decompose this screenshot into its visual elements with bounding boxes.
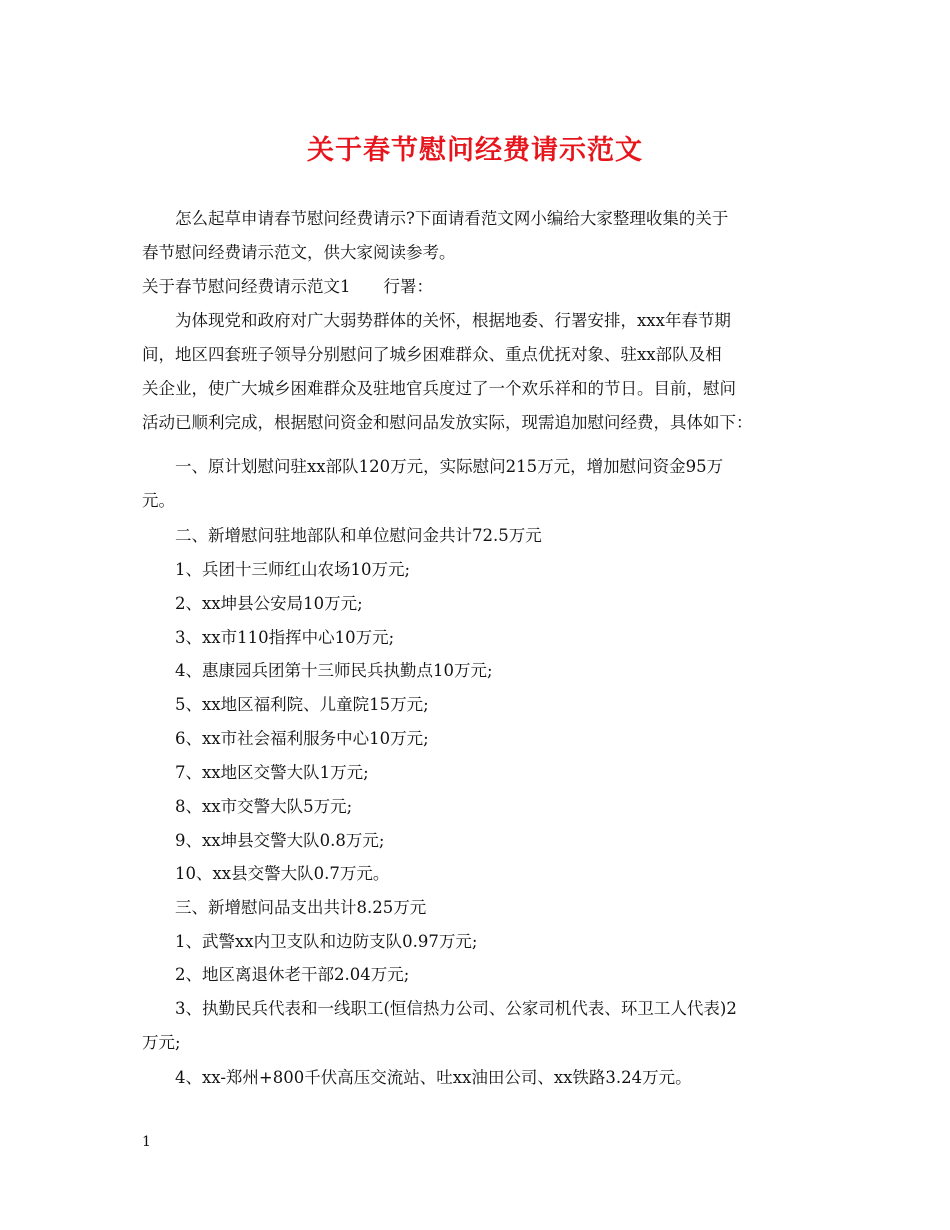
list-item: 7、xx地区交警大队1万元; <box>175 763 369 782</box>
paragraph-line: 怎么起草申请春节慰问经费请示?下面请看范文网小编给大家整理收集的关于 <box>175 209 729 228</box>
section-heading: 二、新增慰问驻地部队和单位慰问金共计72.5万元 <box>175 526 542 545</box>
list-item: 9、xx坤县交警大队0.8万元; <box>175 831 385 850</box>
document-title: 关于春节慰问经费请示范文 <box>307 135 643 166</box>
paragraph-line: 活动已顺利完成，根据慰问资金和慰问品发放实际，现需追加慰问经费，具体如下： <box>142 413 753 432</box>
list-item: 4、惠康园兵团第十三师民兵执勤点10万元; <box>175 661 493 680</box>
list-item: 10、xx县交警大队0.7万元。 <box>175 864 390 883</box>
list-item: 6、xx市社会福利服务中心10万元; <box>175 729 429 748</box>
paragraph-line: 元。 <box>142 491 175 510</box>
page-number: 1 <box>142 1134 151 1150</box>
list-item: 1、武警xx内卫支队和边防支队0.97万元; <box>175 932 478 951</box>
list-item: 2、xx坤县公安局10万元; <box>175 594 363 613</box>
list-item: 3、执勤民兵代表和一线职工(恒信热力公司、公家司机代表、环卫工人代表)2 <box>175 999 737 1018</box>
list-item: 4、xx-郑州+800千伏高压交流站、吐xx油田公司、xx铁路3.24万元。 <box>175 1068 692 1087</box>
list-item: 3、xx市110指挥中心10万元; <box>175 628 395 647</box>
paragraph-line: 关于春节慰问经费请示范文1 行署： <box>142 277 433 296</box>
list-item: 8、xx市交警大队5万元; <box>175 797 353 816</box>
paragraph-line: 为体现党和政府对广大弱势群体的关怀，根据地委、行署安排，xxx年春节期 <box>175 311 731 330</box>
paragraph-line: 春节慰问经费请示范文，供大家阅读参考。 <box>142 243 456 262</box>
paragraph-line: 一、原计划慰问驻xx部队120万元，实际慰问215万元，增加慰问资金95万 <box>175 457 724 476</box>
section-heading: 三、新增慰问品支出共计8.25万元 <box>175 898 427 917</box>
paragraph-line: 关企业，使广大城乡困难群众及驻地官兵度过了一个欢乐祥和的节日。目前，慰问 <box>142 379 736 398</box>
list-item: 5、xx地区福利院、儿童院15万元; <box>175 695 429 714</box>
list-item-continuation: 万元; <box>142 1033 181 1052</box>
list-item: 1、兵团十三师红山农场10万元; <box>175 560 411 579</box>
list-item: 2、地区离退休老干部2.04万元; <box>175 965 410 984</box>
paragraph-line: 间，地区四套班子领导分别慰问了城乡困难群众、重点优抚对象、驻xx部队及相 <box>142 345 722 364</box>
